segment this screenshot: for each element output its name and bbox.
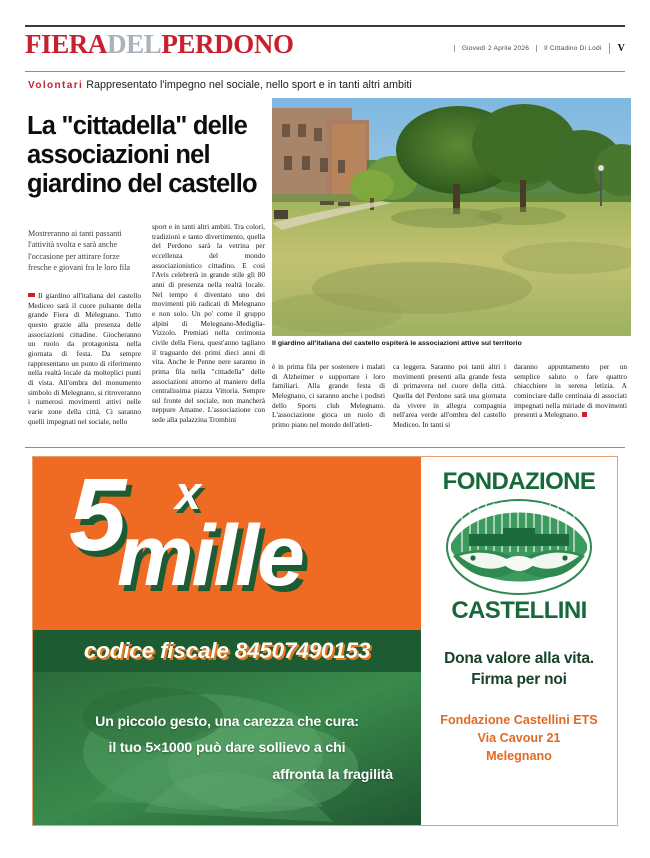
advert-brand-top: FONDAZIONE: [442, 468, 596, 495]
advert-photo-line-1: Un piccolo gesto, una carezza che cura:: [95, 714, 359, 731]
advert-slogan-line-2: Firma per noi: [471, 670, 567, 688]
advert-codice-fiscale-bar: [33, 628, 421, 672]
article-column-3: è in prima fila per sostenere i malati di Alzheimer e supportare i loro familiari. Alla grande festa di Melegnano, ci saranno anche i podisti dello Sports club Melegnano. L'associazione gioca un ruolo di primo piano nel mondo dell'atleti-: [272, 362, 385, 429]
advert-slogan-line-1: Dona valore alla vita.: [444, 650, 594, 668]
advert-hands-photo: [33, 672, 421, 825]
advert-photo-text: [33, 672, 421, 825]
advert-left-panel: [33, 457, 421, 825]
advert-brand-bottom: CASTELLINI: [451, 597, 587, 625]
advert-address: [440, 712, 597, 766]
publication-name: Il Cittadino Di Lodi: [536, 45, 609, 52]
article-summary: Mostreranno ai tanti passanti l'attività svolta e sarà anche l'occasione per attirare forze fresche e giovani fra le loro fila: [28, 229, 131, 273]
castle-garden-image: [272, 98, 631, 336]
fondazione-castellini-logo-icon: [445, 498, 593, 596]
advert-photo-line-3: affronta la fragilità: [272, 766, 393, 783]
advert-divider: [25, 447, 625, 448]
advert-address-line-3: Melegnano: [486, 749, 552, 764]
advert-mille: mille: [117, 508, 303, 604]
article-column-2: sport e in tanti altri ambiti. Tra colori, tradizioni e tanto divertimento, quella del Perdono sarà la vetrina per eccellenza del mondo associazionistico cittadino. E così l'Avis celebrerà in grande stile gli 80 anni di presenza nella realtà locale. Nel tempo è diventato uno dei movimenti più radicati di Melegnano e non solo. Un po' come il gruppo alpini di Melegnano-Mediglia-Vizzolo. Premiati nella cerimonia civile della Fiera, quest'anno tagliano il traguardo dei primi dieci anni di vita. Anche le Penne nere saranno in prima fila nella "cittadella" delle associazioni attorno al maniero della centralissima piazza Vittoria. Sempre sul fronte del sociale, non mancherà neppure Amame. L'associazione con sede alla palazzina Trombini: [152, 222, 265, 425]
advert-codice-fiscale: codice fiscale 84507490153: [83, 638, 371, 663]
page-number: V: [609, 43, 625, 54]
paragraph-marker-icon: [28, 293, 35, 297]
column-1-text: Il giardino all'italiana del castello Mediceo sarà il cuore pulsante della grande Fiera di Melegnano. Tutto questo grazie alla presenza delle associazioni cittadine. Giocheranno un ruolo da protagonista nella giornata di festa. Da sempre rappresentano un punto di riferimento nella realtà locale da molteplici punti di vista. All'ombra del monumento simbolo di Melegnano, si ritroveranno i numerosi movimenti attivi nelle varie zone della città. Ci saranno quelli impegnati nel sociale, nello: [28, 291, 141, 426]
advert-right-panel: [421, 457, 617, 825]
photo-caption: Il giardino all'italiana del castello ospiterà le associazioni attive sul territorio: [272, 340, 522, 347]
article-column-1: [28, 291, 141, 426]
article-photo: [272, 98, 631, 336]
article-kicker: [28, 79, 528, 91]
kicker-text: Rappresentato l'impegno nel sociale, nello sport e in tanti altri ambiti: [86, 79, 412, 91]
kicker-tag: Volontari: [28, 80, 84, 91]
masthead-divider: [25, 71, 625, 72]
advert-photo-line-2: il tuo 5×1000 può dare sollievo a chi: [108, 740, 346, 757]
masthead-meta: [454, 43, 625, 58]
advert-address-line-1: Fondazione Castellini ETS: [440, 713, 598, 728]
column-5-text: daranno appuntamento per un semplice saluto o fare quattro chiacchiere in serena letizia. A cominciare dalle centinaia di associati impegnati nella miriade di movimenti presenti a Melegnano.: [514, 362, 627, 420]
advert-address-line-2: Via Cavour 21: [477, 731, 561, 746]
article-headline: La "cittadella" delle associazioni nel giardino del castello: [27, 112, 257, 199]
publication-brand: [25, 31, 294, 58]
advert-slogan: [444, 649, 594, 690]
end-of-article-icon: [582, 412, 587, 417]
article-column-4: ca leggera. Saranno poi tanti altri i movimenti presenti alla grande festa di primavera nel cuore della città. Quella del Perdono sarà una giornata da vivere in allegra compagnia nell'area verde all'ombra del castello Mediceo. In tanti si: [393, 362, 506, 429]
brand-perdono: PERDONO: [161, 29, 294, 59]
advert-five: 5: [69, 457, 123, 572]
brand-fiera: FIERA: [25, 29, 108, 59]
advertisement[interactable]: [32, 456, 618, 826]
masthead: [25, 25, 625, 58]
advert-times: x: [175, 466, 202, 519]
brand-del: DEL: [107, 29, 162, 59]
issue-date: Giovedì 2 Aprile 2026: [454, 45, 536, 52]
advert-5xmille-banner: [33, 457, 421, 628]
article-column-5: [514, 362, 627, 420]
